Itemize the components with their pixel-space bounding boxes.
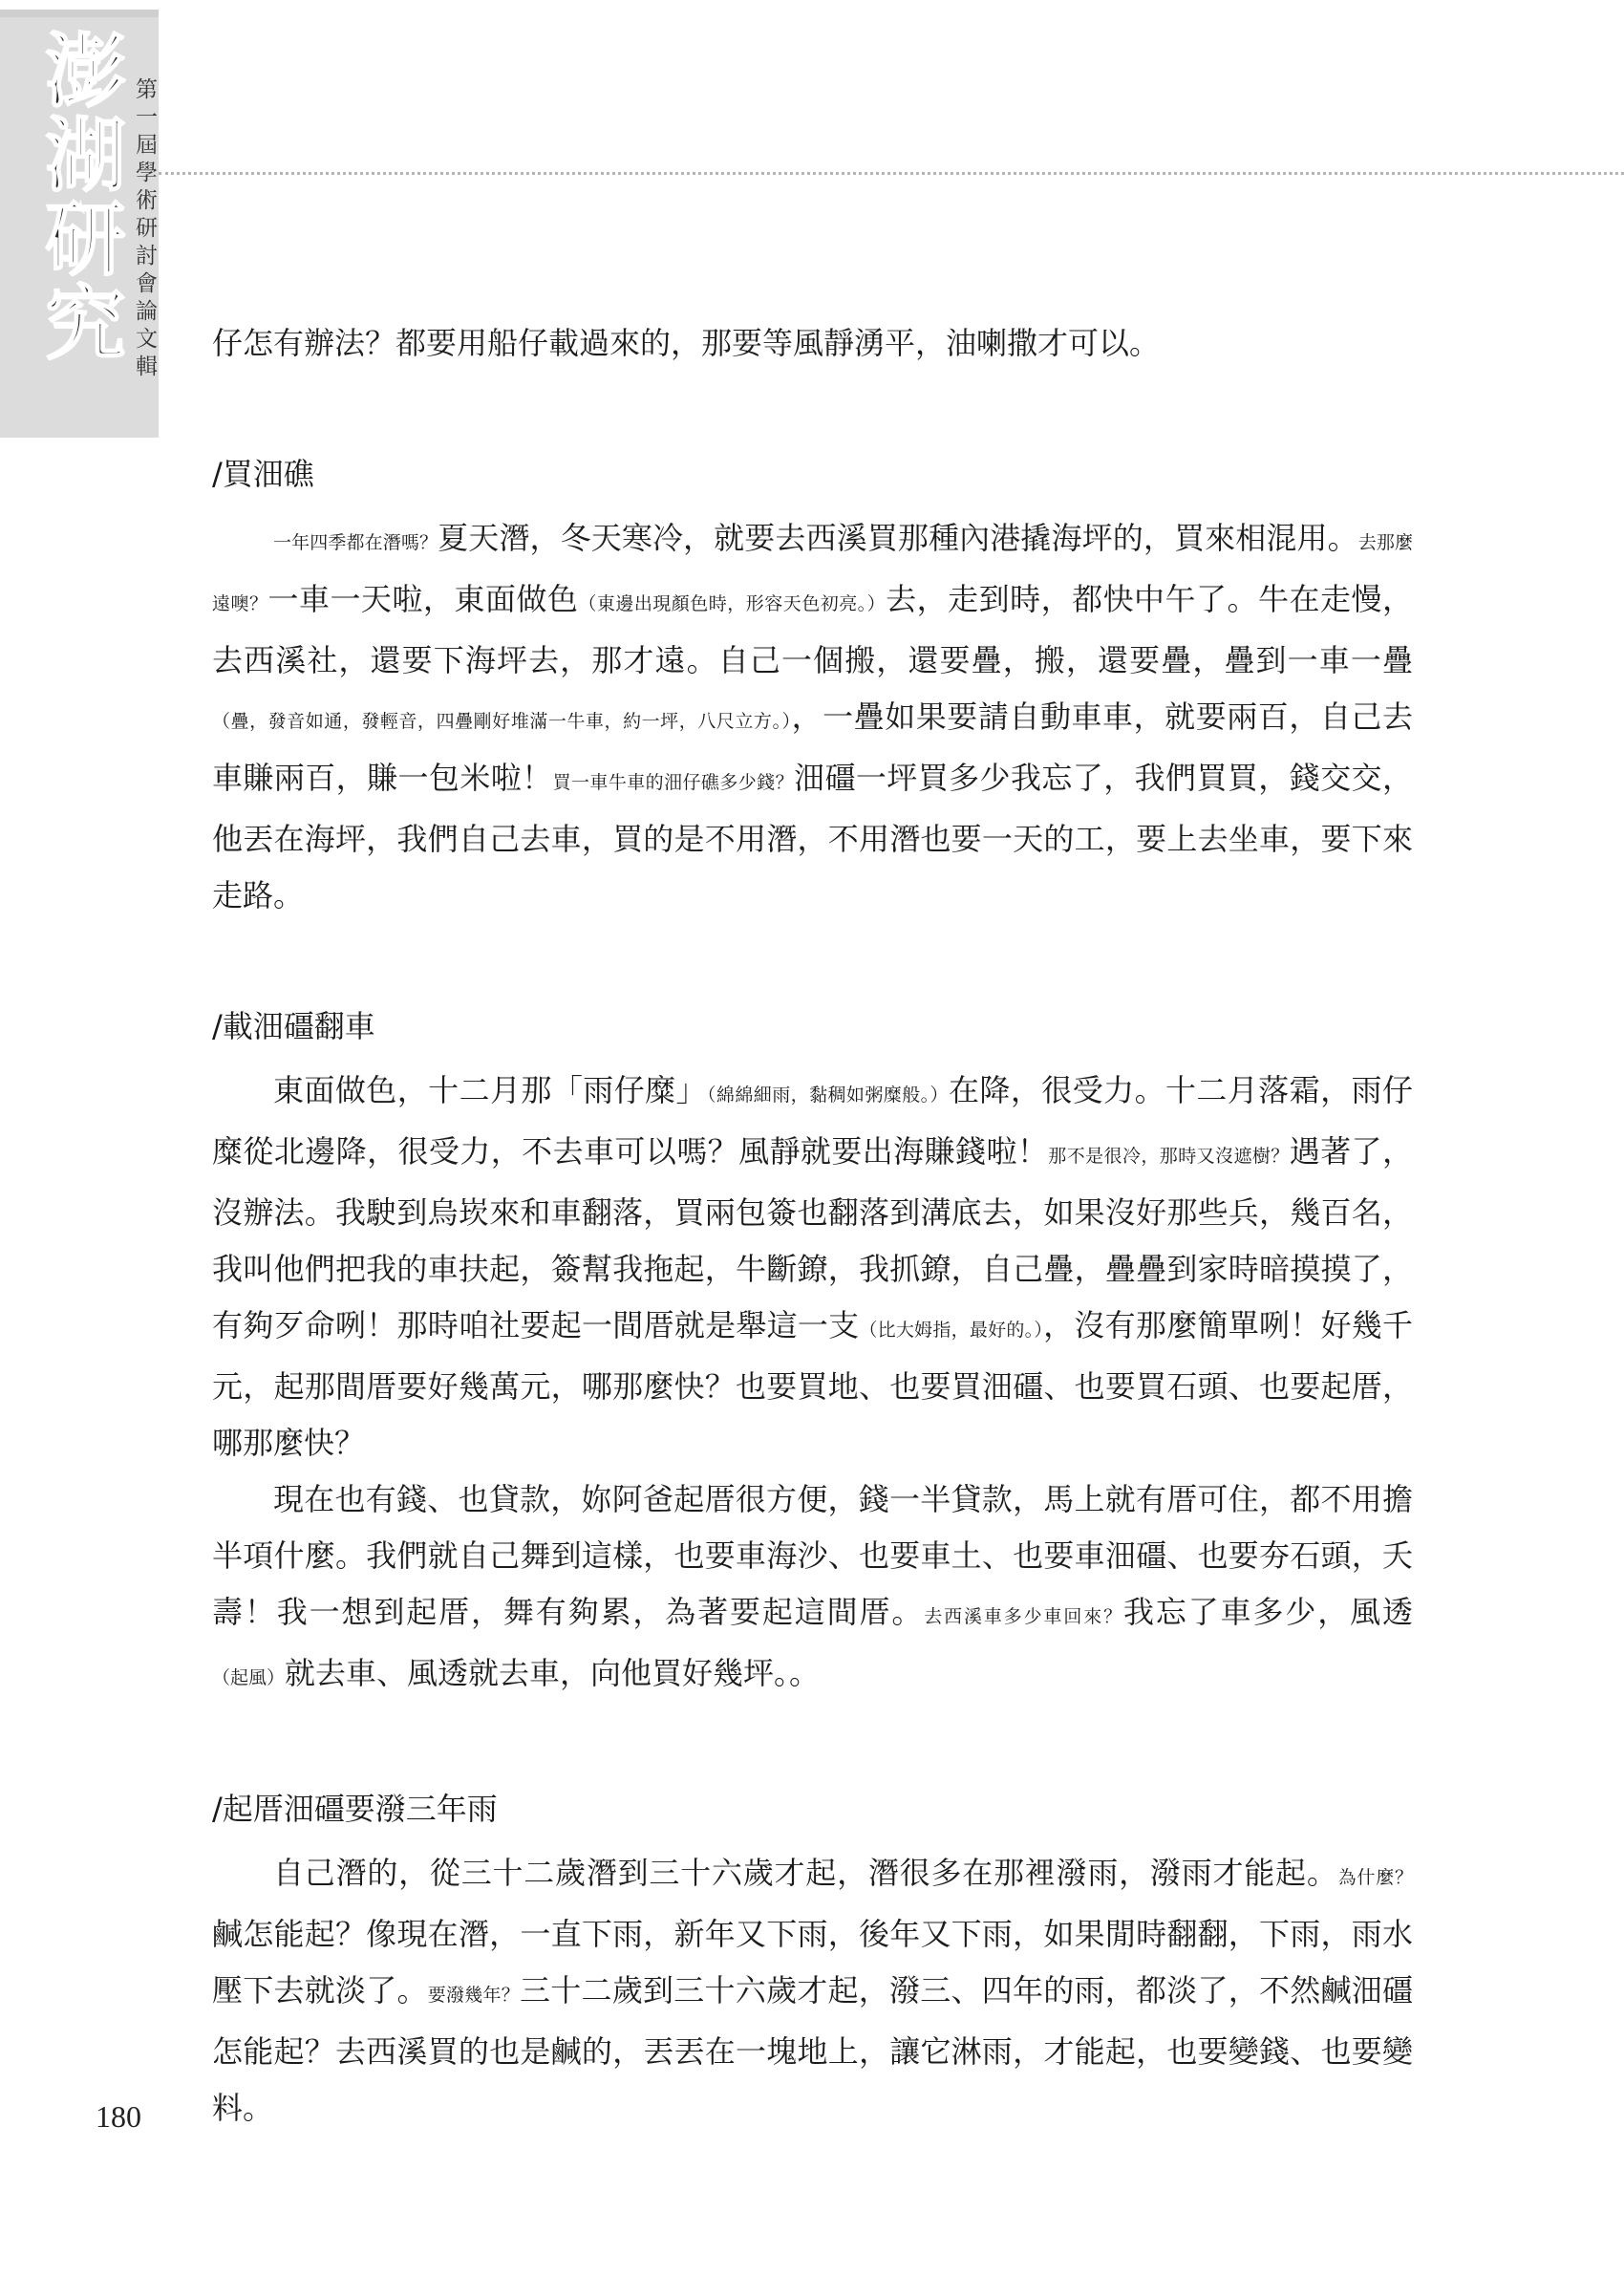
section-cart-overturn	[212, 999, 1413, 1707]
small-annotation-run: （疊，發音如通，發輕音，四疊剛好堆滿一牛車，約一坪，八尺立方。）	[212, 711, 792, 732]
text-run: 三十二歲到三十六歲才起，潑三、四年的雨，都淡了，不然鹹沺礓怎能起？去西溪買的也是鹹的，丟丟在一塊地上，讓它淋雨，才能起，也要變錢、也要變料。	[212, 1972, 1413, 2126]
text-run: 現在也有錢、也貸款，妳阿爸起厝很方便，錢一半貸款，馬上就有厝可住，都不用擔半項什麼。我們就自己舞到這樣，也要車海沙、也要車土、也要車沺礓、也要夯石頭，夭壽！我一想到起厝，舞有夠累，為著要起這間厝。	[212, 1481, 1413, 1630]
text-run: ，一疊如果要請自動車車，就要兩百，自己去車賺兩百，賺一包米啦！	[212, 698, 1413, 796]
small-annotation-run: 一年四季都在潛嗎？	[273, 532, 438, 553]
section-paragraph	[212, 1063, 1413, 1471]
section-paragraph	[212, 510, 1413, 924]
continued-paragraph: 仔怎有辦法？都要用船仔載過來的，那要等風靜湧平，油喇撒才可以。	[212, 325, 1161, 361]
text-run: 去，走到時，都快中午了。牛在走慢，去西溪社，還要下海坪去，那才遠。自己一個搬，還要疊，搬，還要疊，疊到一車一疊	[212, 581, 1413, 678]
masthead-top-bar	[0, 10, 159, 17]
series-title: 第一屆學術研討會論文輯	[132, 76, 157, 382]
text-run: 遇著了，沒辦法。我駛到烏崁來和車翻落，買兩包簽也翻落到溝底去，如果沒好那些兵，幾百名，我叫他們把我的車扶起，簽幫我拖起，牛斷鐐，我抓鐐，自己疊，疊疊到家時暗摸摸了，有夠歹命咧！那時咱社要起一間厝就是舉這一支	[212, 1133, 1413, 1343]
section-paragraph	[212, 1471, 1413, 1707]
small-annotation-run: （東邊出現顏色時，形容天色初亮。）	[578, 593, 887, 614]
section-heading: /載沺礓翻車	[212, 1008, 375, 1044]
journal-masthead	[0, 10, 159, 438]
small-annotation-run: （綿綿細雨，黏稠如粥糜般。）	[707, 1085, 949, 1106]
header-dotted-rule	[159, 172, 1624, 175]
small-annotation-run: （比大姆指，最好的。）	[859, 1320, 1044, 1341]
section-heading: /起厝沺礓要潑三年雨	[212, 1791, 498, 1827]
text-run: 在降，很受力。十二月落霜，雨仔糜從北邊降，很受力，不去車可以嗎？風靜就要出海賺錢啦！	[212, 1072, 1413, 1170]
journal-title: 澎湖研究	[32, 29, 127, 365]
text-run: ，沒有那麼簡單咧！好幾千元，起那間厝要好幾萬元，哪那麼快？也要買地、也要買沺礓、也要買石頭、也要起厝，哪那麼快？	[212, 1307, 1413, 1461]
small-annotation-run: 買一車牛車的沺仔礁多少錢？	[552, 772, 795, 793]
section-paragraph	[212, 1845, 1413, 2137]
text-run: 就去車、風透就去車，向他買好幾坪。。	[285, 1655, 821, 1691]
small-annotation-run: （起風）	[212, 1667, 286, 1688]
small-annotation-run: 去那麼遠噢？	[212, 532, 1413, 614]
section-heading: /買沺礁	[212, 456, 314, 492]
text-run: 夏天潛，冬天寒冷，就要去西溪買那種內港撬海坪的，買來相混用。	[438, 520, 1358, 556]
page-body	[212, 315, 1413, 2137]
small-annotation-run: 那不是很冷，那時又沒遮樹？	[1048, 1146, 1290, 1167]
text-run: 自己潛的，從三十二歲潛到三十六歲才起，潛很多在那裡潑雨，潑雨才能起。	[273, 1855, 1338, 1891]
small-annotation-run: 去西溪車多少車回來？	[924, 1606, 1123, 1627]
page-number: 180	[96, 2099, 141, 2134]
text-run: 鹹怎能起？像現在潛，一直下雨，新年又下雨，後年又下雨，如果閒時翻翻，下雨，雨水壓下去就淡了。	[212, 1916, 1413, 2008]
small-annotation-run: 要潑幾年？	[427, 1985, 520, 2006]
text-run: 我忘了車多少，風透	[1122, 1594, 1413, 1630]
text-run: 東面做色，十二月那「雨仔糜」	[273, 1072, 707, 1108]
small-annotation-run: 為什麼？	[1337, 1867, 1413, 1888]
text-run: 一車一天啦，東面做色	[267, 581, 579, 617]
section-buy-coral-stone	[212, 446, 1413, 924]
text-run: 沺礓一坪買多少我忘了，我們買買，錢交交，他丟在海坪，我們自己去車，買的是不用潛，不用潛也要一天的工，要上去坐車，要下來走路。	[212, 760, 1413, 913]
section-rain-three-years	[212, 1781, 1413, 2137]
